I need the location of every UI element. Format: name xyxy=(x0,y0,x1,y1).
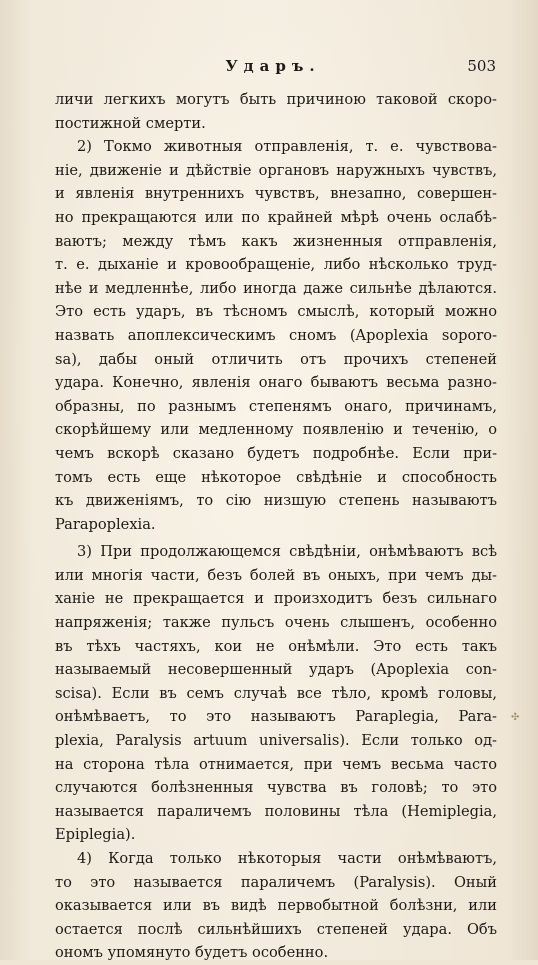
body-text xyxy=(55,88,497,965)
text-line: къ движеніямъ, то сію низшую степень называютъ xyxy=(55,492,497,510)
text-line: случаются болѣзненныя чувства въ головѣ; то это xyxy=(55,779,497,797)
text-line: назвать апоплексическимъ сномъ (Apoplexia sopоrо- xyxy=(55,326,497,344)
text-line: чемъ вскорѣ сказано будетъ подробнѣе. Если при- xyxy=(55,444,497,462)
text-line: онѣмѣваетъ, то это называютъ Paraplegia, Para- xyxy=(55,708,497,726)
text-line: личи легкихъ могутъ быть причиною таковой скоро- xyxy=(55,91,497,108)
text-line: plexia, Paralysis artuum universalis). Если только од- xyxy=(55,732,497,750)
text-line: и явленія внутреннихъ чувствъ, внезапно, совершен- xyxy=(55,185,497,203)
paper-speck: ✣ xyxy=(511,712,520,723)
text-line: образны, по разнымъ степенямъ онаго, причинамъ, xyxy=(55,397,497,415)
page-header xyxy=(50,57,496,79)
text-line: Parapoplexia. xyxy=(55,515,156,533)
text-line: остается послѣ сильнѣйшихъ степеней удара. Объ xyxy=(55,920,497,938)
text-line: ономъ упомянуто будетъ особенно. xyxy=(55,944,329,962)
text-line: т. е. дыханіе и кровообращеніе, либо нѣсколько труд- xyxy=(55,256,497,274)
text-line: удара. Конечно, явленія онаго бываютъ весьма разно- xyxy=(55,374,497,392)
text-line: ніе, движеніе и дѣйствіе органовъ наружныхъ чувствъ, xyxy=(55,161,497,179)
text-line: напряженія; также пульсъ очень слышенъ, особенно xyxy=(55,614,497,632)
page-number: 503 xyxy=(467,57,496,75)
text-line: sa), дабы оный отличить отъ прочихъ степеней xyxy=(55,350,497,368)
text-line: нѣе и медленнѣе, либо иногда даже сильнѣе дѣлаются. xyxy=(55,279,497,297)
text-line: 3) При продолжающемся свѣдѣніи, онѣмѣваютъ всѣ xyxy=(77,543,497,561)
text-line: ваютъ; между тѣмъ какъ жизненныя отправленія, xyxy=(55,232,497,250)
text-line: скорѣйшему или медленному появленію и теченію, о xyxy=(55,421,497,439)
text-line: на сторона тѣла отнимается, при чемъ весьма часто xyxy=(55,755,497,773)
text-line: называется параличемъ половины тѣла (Hemiplegia, xyxy=(55,802,497,820)
text-line: или многія части, безъ болей въ оныхъ, при чемъ ды- xyxy=(55,566,497,584)
text-line: томъ есть еще нѣкоторое свѣдѣніе и способность xyxy=(55,468,497,486)
text-line: то это называется параличемъ (Paralysis). Оный xyxy=(55,873,497,891)
running-head: Ударъ. xyxy=(225,57,321,75)
text-line: въ тѣхъ частяхъ, кои не онѣмѣли. Это есть такъ xyxy=(55,637,497,655)
text-line: 2) Токмо животныя отправленія, т. е. чувствова- xyxy=(77,138,497,156)
text-line: постижной смерти. xyxy=(55,114,206,132)
text-line: но прекращаются или по крайней мѣрѣ очень ослабѣ- xyxy=(55,208,497,226)
text-line: 4) Когда только нѣкоторыя части онѣмѣваютъ, xyxy=(77,850,497,867)
text-line: Epiplegia). xyxy=(55,826,136,844)
text-line: scisa). Если въ семъ случаѣ все тѣло, кромѣ головы, xyxy=(55,684,497,702)
text-line: оказывается или въ видѣ первобытной болѣзни, или xyxy=(55,897,497,915)
text-line: называемый несовершенный ударъ (Apoplexia con- xyxy=(55,661,497,679)
text-line: ханіе не прекращается и произходитъ безъ сильнаго xyxy=(55,590,497,608)
text-line: Это есть ударъ, въ тѣсномъ смыслѣ, который можно xyxy=(55,303,497,321)
